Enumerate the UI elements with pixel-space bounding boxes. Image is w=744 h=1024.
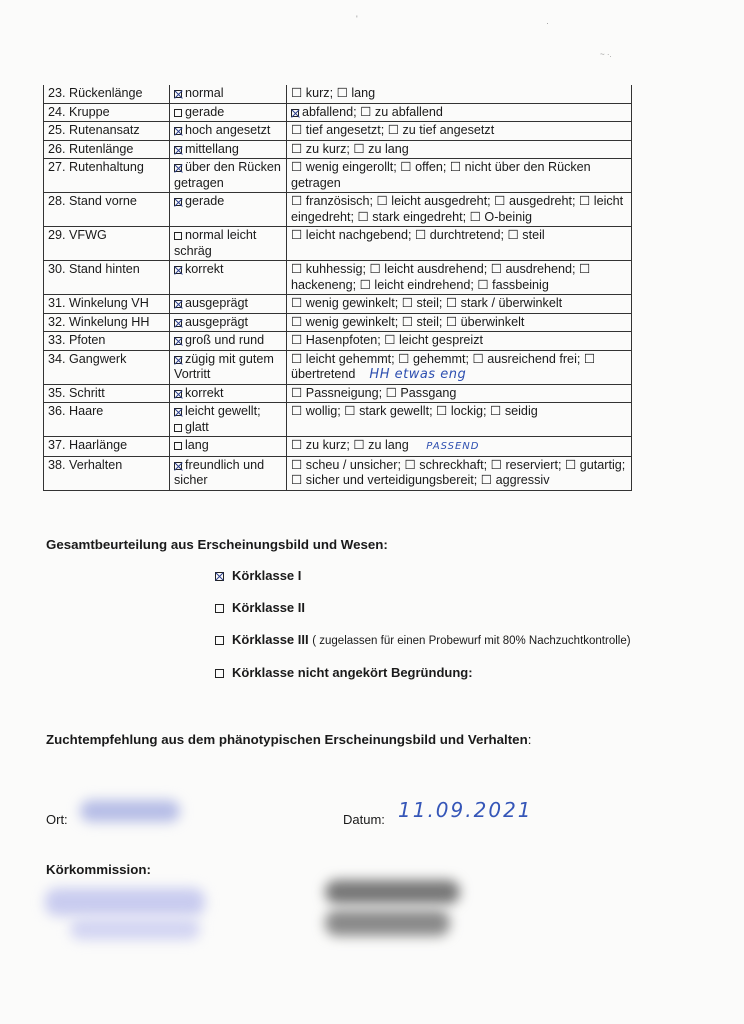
table-row (44, 332, 632, 351)
other-options: ☐ wollig; ☐ stark gewellt; ☐ lockig; ☐ seidig (287, 403, 632, 437)
selected-option: normal leicht schräg (170, 227, 287, 261)
checkbox-checked[interactable] (174, 198, 182, 206)
table-row (44, 103, 632, 122)
table-row (44, 437, 632, 457)
checkbox-checked[interactable] (174, 337, 182, 345)
selected-option: gerade (170, 103, 287, 122)
selected-option: hoch angesetzt (170, 122, 287, 141)
row-label: 37. Haarlänge (44, 437, 170, 457)
selected-option: leicht gewellt; glatt (170, 403, 287, 437)
other-options: ☐ leicht gehemmt; ☐ gehemmt; ☐ ausreichend frei; ☐ übertretend HH etwas eng (287, 350, 632, 384)
option-koerklasse-3: Körklasse III ( zugelassen für einen Probewurf mit 80% Nachzuchtkontrolle) (215, 632, 631, 647)
option-koerklasse-1: Körklasse I (215, 568, 301, 583)
checkbox-checked[interactable] (174, 300, 182, 308)
other-options: ☐ wenig eingerollt; ☐ offen; ☐ nicht über den Rücken getragen (287, 159, 632, 193)
row-label: 33. Pfoten (44, 332, 170, 351)
checkbox-unchecked[interactable] (215, 604, 224, 613)
handwritten-note: HH etwas eng (369, 367, 467, 382)
other-options: ☐ wenig gewinkelt; ☐ steil; ☐ überwinkelt (287, 313, 632, 332)
selected-option: ausgeprägt (170, 295, 287, 314)
checkbox-unchecked[interactable] (215, 636, 224, 645)
table-row (44, 122, 632, 141)
redacted-signature (325, 910, 450, 936)
checkbox-checked[interactable] (174, 164, 182, 172)
checkbox-unchecked[interactable] (174, 109, 182, 117)
redacted-signature (45, 888, 205, 916)
table-row (44, 85, 632, 103)
checkbox-checked[interactable] (174, 408, 182, 416)
row-label: 27. Rutenhaltung (44, 159, 170, 193)
checkbox-checked[interactable] (174, 127, 182, 135)
checkbox-checked[interactable] (174, 146, 182, 154)
overall-heading: Gesamtbeurteilung aus Erscheinungsbild und Wesen: (46, 537, 388, 552)
selected-option: groß und rund (170, 332, 287, 351)
table-row (44, 295, 632, 314)
table-row (44, 384, 632, 403)
other-options: abfallend; ☐ zu abfallend (287, 103, 632, 122)
other-options: ☐ kuhhessig; ☐ leicht ausdrehend; ☐ ausdrehend; ☐ hackeneng; ☐ leicht eindrehend; ☐ fassbeinig (287, 261, 632, 295)
table-row (44, 456, 632, 490)
checkbox-checked[interactable] (174, 356, 182, 364)
other-options: ☐ Passneigung; ☐ Passgang (287, 384, 632, 403)
table-row (44, 313, 632, 332)
handwritten-note: PASSEND (426, 441, 480, 452)
table-row (44, 140, 632, 159)
redacted-signature (70, 918, 200, 940)
row-label: 24. Kruppe (44, 103, 170, 122)
checkbox-unchecked[interactable] (174, 232, 182, 240)
scan-speck: ' (356, 14, 358, 24)
other-options: ☐ leicht nachgebend; ☐ durchtretend; ☐ steil (287, 227, 632, 261)
date-value: 11.09.2021 (398, 798, 533, 822)
checkbox-unchecked[interactable] (215, 669, 224, 678)
row-label: 23. Rückenlänge (44, 85, 170, 103)
selected-option: lang (170, 437, 287, 457)
table-row (44, 350, 632, 384)
breeding-heading: Zuchtempfehlung aus dem phänotypischen Erscheinungsbild und Verhalten: (46, 732, 532, 747)
checkbox-checked[interactable] (215, 572, 224, 581)
row-label: 31. Winkelung VH (44, 295, 170, 314)
option-nicht-angekoert: Körklasse nicht angekört Begründung: (215, 665, 473, 680)
other-options: ☐ zu kurz; ☐ zu lang PASSEND (287, 437, 632, 457)
row-label: 34. Gangwerk (44, 350, 170, 384)
other-options: ☐ zu kurz; ☐ zu lang (287, 140, 632, 159)
ort-label: Ort: (46, 812, 68, 827)
table-row (44, 227, 632, 261)
table-row (44, 159, 632, 193)
redacted-location (80, 800, 180, 822)
table-row (44, 261, 632, 295)
selected-option: mittellang (170, 140, 287, 159)
checkbox-unchecked[interactable] (174, 442, 182, 450)
row-label: 38. Verhalten (44, 456, 170, 490)
redacted-signature (325, 880, 460, 904)
selected-option: gerade (170, 193, 287, 227)
checkbox-checked[interactable] (174, 266, 182, 274)
row-label: 26. Rutenlänge (44, 140, 170, 159)
scan-speck: · (546, 18, 549, 28)
selected-option: korrekt (170, 261, 287, 295)
selected-option: korrekt (170, 384, 287, 403)
datum-label: Datum: (343, 812, 385, 827)
table-row (44, 193, 632, 227)
checkbox-checked[interactable] (174, 90, 182, 98)
checkbox-unchecked[interactable] (174, 424, 182, 432)
checkbox-checked[interactable] (174, 462, 182, 470)
assessment-table (43, 85, 632, 491)
selected-option: über den Rücken getragen (170, 159, 287, 193)
other-options: ☐ wenig gewinkelt; ☐ steil; ☐ stark / überwinkelt (287, 295, 632, 314)
row-label: 30. Stand hinten (44, 261, 170, 295)
row-label: 32. Winkelung HH (44, 313, 170, 332)
option-koerklasse-2: Körklasse II (215, 600, 305, 615)
row-label: 28. Stand vorne (44, 193, 170, 227)
row-label: 35. Schritt (44, 384, 170, 403)
checkbox-checked[interactable] (174, 319, 182, 327)
commission-heading: Körkommission: (46, 862, 151, 877)
selected-option: freundlich und sicher (170, 456, 287, 490)
checkbox-checked[interactable] (174, 390, 182, 398)
other-options: ☐ tief angesetzt; ☐ zu tief angesetzt (287, 122, 632, 141)
other-options: ☐ kurz; ☐ lang (287, 85, 632, 103)
row-label: 25. Rutenansatz (44, 122, 170, 141)
other-options: ☐ französisch; ☐ leicht ausgedreht; ☐ ausgedreht; ☐ leicht eingedreht; ☐ stark eingedreht; ☐ O-beinig (287, 193, 632, 227)
table-row (44, 403, 632, 437)
checkbox-checked[interactable] (291, 109, 299, 117)
row-label: 29. VFWG (44, 227, 170, 261)
scan-speck: ~ ·. (600, 50, 612, 59)
selected-option: normal (170, 85, 287, 103)
koerklasse-3-note: ( zugelassen für einen Probewurf mit 80% Nachzuchtkontrolle) (312, 635, 631, 647)
other-options: ☐ Hasenpfoten; ☐ leicht gespreizt (287, 332, 632, 351)
row-label: 36. Haare (44, 403, 170, 437)
other-options: ☐ scheu / unsicher; ☐ schreckhaft; ☐ reserviert; ☐ gutartig; ☐ sicher und verteidigungsbereit; ☐ aggressiv (287, 456, 632, 490)
selected-option: zügig mit gutem Vortritt (170, 350, 287, 384)
selected-option: ausgeprägt (170, 313, 287, 332)
